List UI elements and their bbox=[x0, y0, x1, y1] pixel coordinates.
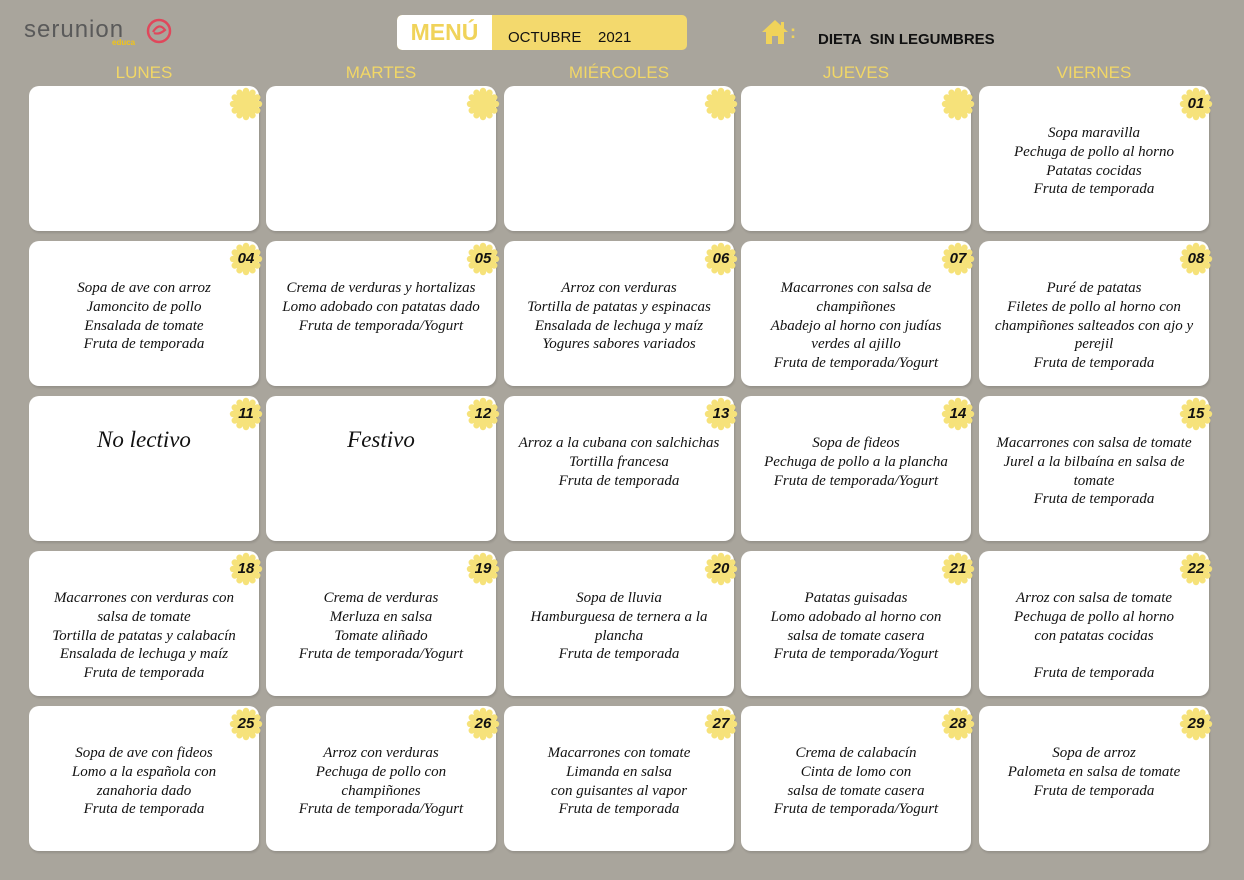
day-number: 11 bbox=[238, 405, 254, 422]
menu-item: tomate bbox=[1073, 472, 1115, 489]
menu-item: Tortilla de patatas y calabacín bbox=[52, 627, 236, 644]
menu-item: Puré de patatas bbox=[1046, 280, 1142, 296]
day-number-badge bbox=[229, 87, 263, 121]
menu-item: Jurel a la bilbaína en salsa de bbox=[1003, 453, 1185, 470]
menu-item: Crema de calabacín bbox=[795, 745, 917, 761]
day-number-badge bbox=[229, 397, 263, 431]
day-cell bbox=[741, 396, 971, 541]
day-cell bbox=[979, 396, 1209, 541]
menu-item: Tortilla de patatas y espinacas bbox=[527, 298, 711, 315]
day-number: 04 bbox=[237, 250, 255, 267]
day-cell bbox=[979, 706, 1209, 851]
menu-items bbox=[506, 279, 732, 354]
day-number-badge bbox=[229, 552, 263, 586]
day-number-badge bbox=[466, 552, 500, 586]
day-cell bbox=[741, 241, 971, 386]
menu-item: Fruta de temporada bbox=[83, 665, 205, 682]
day-cell bbox=[29, 86, 259, 231]
menu-item: Sopa maravilla bbox=[1047, 125, 1141, 141]
menu-item: Sopa de ave con arroz bbox=[77, 280, 211, 296]
menu-item: Ensalada de tomate bbox=[84, 317, 204, 334]
day-cell bbox=[266, 551, 496, 696]
menu-item: Cinta de lomo con bbox=[800, 763, 912, 780]
day-cell bbox=[29, 396, 259, 541]
day-number: 28 bbox=[949, 715, 967, 732]
day-number-badge bbox=[466, 87, 500, 121]
menu-item: Jamoncito de pollo bbox=[86, 298, 202, 315]
day-cell bbox=[266, 86, 496, 231]
day-number-badge bbox=[1179, 707, 1213, 741]
menu-item: Pechuga de pollo al horno bbox=[1014, 608, 1174, 625]
menu-item: Arroz con verduras bbox=[323, 745, 439, 761]
menu-item: Sopa de fideos bbox=[812, 435, 900, 451]
day-cell bbox=[979, 86, 1209, 231]
diet-label: DIETA SIN LEGUMBRES bbox=[818, 31, 995, 48]
day-cell bbox=[741, 706, 971, 851]
weekday-martes: MARTES bbox=[345, 63, 417, 82]
menu-item: Macarrones con salsa de bbox=[780, 280, 932, 296]
menu-items bbox=[981, 279, 1207, 373]
menu-items bbox=[981, 434, 1207, 509]
day-number: 12 bbox=[474, 405, 492, 422]
menu-item: Fruta de temporada/Yogurt bbox=[298, 317, 464, 334]
menu-item: Fruta de temporada/Yogurt bbox=[298, 646, 464, 663]
menu-items bbox=[506, 744, 732, 819]
menu-items bbox=[268, 279, 494, 335]
serunion-mark-icon bbox=[144, 16, 174, 46]
day-number bbox=[704, 87, 738, 121]
menu-items bbox=[981, 589, 1207, 683]
menu-item: Crema de verduras y hortalizas bbox=[286, 280, 476, 296]
menu-item: zanahoria dado bbox=[96, 782, 192, 799]
menu-item: Ensalada de lechuga y maíz bbox=[59, 646, 229, 663]
day-number-badge bbox=[941, 87, 975, 121]
day-number: 01 bbox=[1187, 95, 1205, 112]
menu-item: con patatas cocidas bbox=[1034, 627, 1154, 644]
menu-item: Pechuga de pollo a la plancha bbox=[764, 453, 948, 470]
menu-label: MENÚ bbox=[397, 15, 492, 50]
menu-item: Patatas cocidas bbox=[1046, 162, 1142, 179]
day-cell bbox=[979, 241, 1209, 386]
day-number-badge bbox=[1179, 242, 1213, 276]
menu-item: Fruta de temporada/Yogurt bbox=[298, 801, 464, 818]
day-note: Festivo bbox=[347, 427, 415, 452]
day-number: 08 bbox=[1187, 250, 1205, 267]
logo-text: serunion bbox=[24, 16, 125, 43]
weekday-miercoles: MIÉRCOLES bbox=[568, 63, 670, 82]
day-number-badge bbox=[704, 242, 738, 276]
day-number-badge bbox=[466, 397, 500, 431]
menu-item: Macarrones con salsa de tomate bbox=[996, 435, 1192, 451]
day-number-badge bbox=[704, 552, 738, 586]
menu-items bbox=[981, 744, 1207, 800]
day-number: 20 bbox=[712, 560, 730, 577]
logo-subtext: educa bbox=[112, 38, 136, 47]
menu-items bbox=[981, 124, 1207, 199]
day-number-badge bbox=[941, 397, 975, 431]
menu-item: champiñones bbox=[816, 298, 896, 315]
day-cell bbox=[504, 706, 734, 851]
menu-items bbox=[268, 589, 494, 664]
menu-item: salsa de tomate bbox=[97, 608, 191, 625]
menu-item: Limanda en salsa bbox=[566, 763, 672, 780]
menu-item: Arroz a la cubana con salchichas bbox=[518, 435, 720, 451]
day-number: 22 bbox=[1187, 560, 1205, 577]
menu-item: Yogures sabores variados bbox=[542, 336, 696, 353]
menu-item: Ensalada de lechuga y maíz bbox=[534, 317, 704, 334]
menu-item: plancha bbox=[594, 627, 644, 644]
menu-items bbox=[743, 589, 969, 664]
day-number-badge bbox=[1179, 552, 1213, 586]
menu-item: Sopa de arroz bbox=[1052, 745, 1136, 761]
menu-items bbox=[268, 744, 494, 819]
day-number: 29 bbox=[1187, 715, 1205, 732]
menu-item: Sopa de ave con fideos bbox=[75, 745, 213, 761]
menu-month: OCTUBRE bbox=[508, 29, 582, 46]
menu-item bbox=[981, 645, 1207, 664]
menu-item: Filetes de pollo al horno con bbox=[1007, 298, 1181, 315]
menu-items bbox=[31, 279, 257, 354]
day-number-badge bbox=[941, 242, 975, 276]
menu-item: Fruta de temporada bbox=[1033, 491, 1155, 508]
day-number-badge bbox=[941, 552, 975, 586]
day-cell bbox=[741, 86, 971, 231]
menu-items bbox=[743, 279, 969, 373]
menu-item: Lomo a la española con bbox=[71, 763, 217, 780]
day-number-badge bbox=[1179, 87, 1213, 121]
weekday-jueves: JUEVES bbox=[822, 63, 890, 82]
day-cell bbox=[29, 706, 259, 851]
menu-items bbox=[506, 434, 732, 490]
menu-items bbox=[743, 434, 969, 490]
day-note: No lectivo bbox=[97, 427, 191, 452]
menu-item: Pechuga de pollo con bbox=[315, 763, 447, 780]
day-number: 19 bbox=[474, 560, 492, 577]
day-number-badge bbox=[704, 87, 738, 121]
menu-item: champiñones bbox=[341, 782, 421, 799]
day-cell bbox=[29, 551, 259, 696]
menu-item: Hamburguesa de ternera a la bbox=[530, 608, 708, 625]
serunion-logo bbox=[24, 14, 174, 50]
menu-items bbox=[743, 744, 969, 819]
day-number bbox=[229, 87, 263, 121]
menu-item: Pechuga de pollo al horno bbox=[1014, 143, 1174, 160]
day-cell bbox=[266, 241, 496, 386]
menu-item: Palometa en salsa de tomate bbox=[1007, 763, 1181, 780]
day-number-badge bbox=[466, 707, 500, 741]
menu-item: Fruta de temporada/Yogurt bbox=[773, 646, 939, 663]
menu-item: Macarrones con verduras con bbox=[53, 590, 235, 606]
home-icon bbox=[760, 18, 790, 46]
menu-title-box bbox=[397, 15, 687, 50]
menu-item: Fruta de temporada bbox=[1033, 665, 1155, 682]
menu-item: Fruta de temporada bbox=[558, 646, 680, 663]
day-number: 14 bbox=[949, 405, 967, 422]
day-cell bbox=[741, 551, 971, 696]
day-number: 27 bbox=[712, 715, 730, 732]
menu-item: champiñones salteados con ajo y bbox=[994, 317, 1194, 334]
menu-item: salsa de tomate casera bbox=[787, 782, 925, 799]
day-number-badge bbox=[704, 707, 738, 741]
day-number: 21 bbox=[949, 560, 967, 577]
menu-item: Arroz con salsa de tomate bbox=[1015, 590, 1173, 606]
menu-item: Lomo adobado con patatas dado bbox=[282, 298, 480, 315]
menu-items bbox=[31, 589, 257, 683]
menu-item: con guisantes al vapor bbox=[550, 782, 688, 799]
day-number-badge bbox=[229, 707, 263, 741]
menu-item: Abadejo al horno con judías bbox=[770, 317, 942, 334]
day-number-badge bbox=[466, 242, 500, 276]
day-cell bbox=[979, 551, 1209, 696]
menu-item: Lomo adobado al horno con bbox=[770, 608, 942, 625]
menu-items bbox=[31, 744, 257, 819]
menu-item: Fruta de temporada/Yogurt bbox=[773, 801, 939, 818]
menu-item: Fruta de temporada bbox=[1033, 355, 1155, 372]
day-number-badge bbox=[229, 242, 263, 276]
menu-item: Tortilla francesa bbox=[569, 453, 669, 470]
menu-item: Merluza en salsa bbox=[329, 608, 433, 625]
day-number: 25 bbox=[237, 715, 255, 732]
day-cell bbox=[504, 396, 734, 541]
menu-item: Fruta de temporada bbox=[1033, 181, 1155, 198]
day-number-badge bbox=[941, 707, 975, 741]
menu-item: Crema de verduras bbox=[323, 590, 439, 606]
menu-item: Fruta de temporada bbox=[83, 801, 205, 818]
day-cell bbox=[504, 551, 734, 696]
day-cell bbox=[266, 706, 496, 851]
weekday-viernes: VIERNES bbox=[1056, 63, 1132, 82]
day-cell bbox=[266, 396, 496, 541]
menu-item: Sopa de lluvia bbox=[576, 590, 662, 606]
day-cell bbox=[29, 241, 259, 386]
day-number: 07 bbox=[949, 250, 967, 267]
day-number: 26 bbox=[474, 715, 492, 732]
weekday-lunes: LUNES bbox=[115, 63, 173, 82]
menu-item: Arroz con verduras bbox=[561, 280, 677, 296]
menu-item: Fruta de temporada bbox=[558, 801, 680, 818]
menu-item: Macarrones con tomate bbox=[547, 745, 691, 761]
menu-item: verdes al ajillo bbox=[811, 336, 901, 353]
day-number: 15 bbox=[1187, 405, 1205, 422]
menu-item: Tomate aliñado bbox=[334, 627, 428, 644]
day-number: 05 bbox=[474, 250, 492, 267]
menu-item: Patatas guisadas bbox=[804, 590, 908, 606]
day-number: 06 bbox=[712, 250, 730, 267]
menu-item: Fruta de temporada bbox=[1033, 782, 1155, 799]
menu-item: Fruta de temporada/Yogurt bbox=[773, 472, 939, 489]
menu-item: Fruta de temporada bbox=[83, 336, 205, 353]
menu-item: Fruta de temporada bbox=[558, 472, 680, 489]
home-colon: : bbox=[790, 22, 796, 42]
menu-item: perejil bbox=[1074, 336, 1114, 353]
day-number bbox=[941, 87, 975, 121]
day-number: 18 bbox=[237, 560, 255, 577]
menu-year: 2021 bbox=[598, 29, 632, 46]
day-number: 13 bbox=[712, 405, 730, 422]
menu-items bbox=[506, 589, 732, 664]
day-number-badge bbox=[1179, 397, 1213, 431]
day-cell bbox=[504, 86, 734, 231]
menu-item: salsa de tomate casera bbox=[787, 627, 925, 644]
day-cell bbox=[504, 241, 734, 386]
menu-item: Fruta de temporada/Yogurt bbox=[773, 355, 939, 372]
day-number bbox=[466, 87, 500, 121]
day-number-badge bbox=[704, 397, 738, 431]
